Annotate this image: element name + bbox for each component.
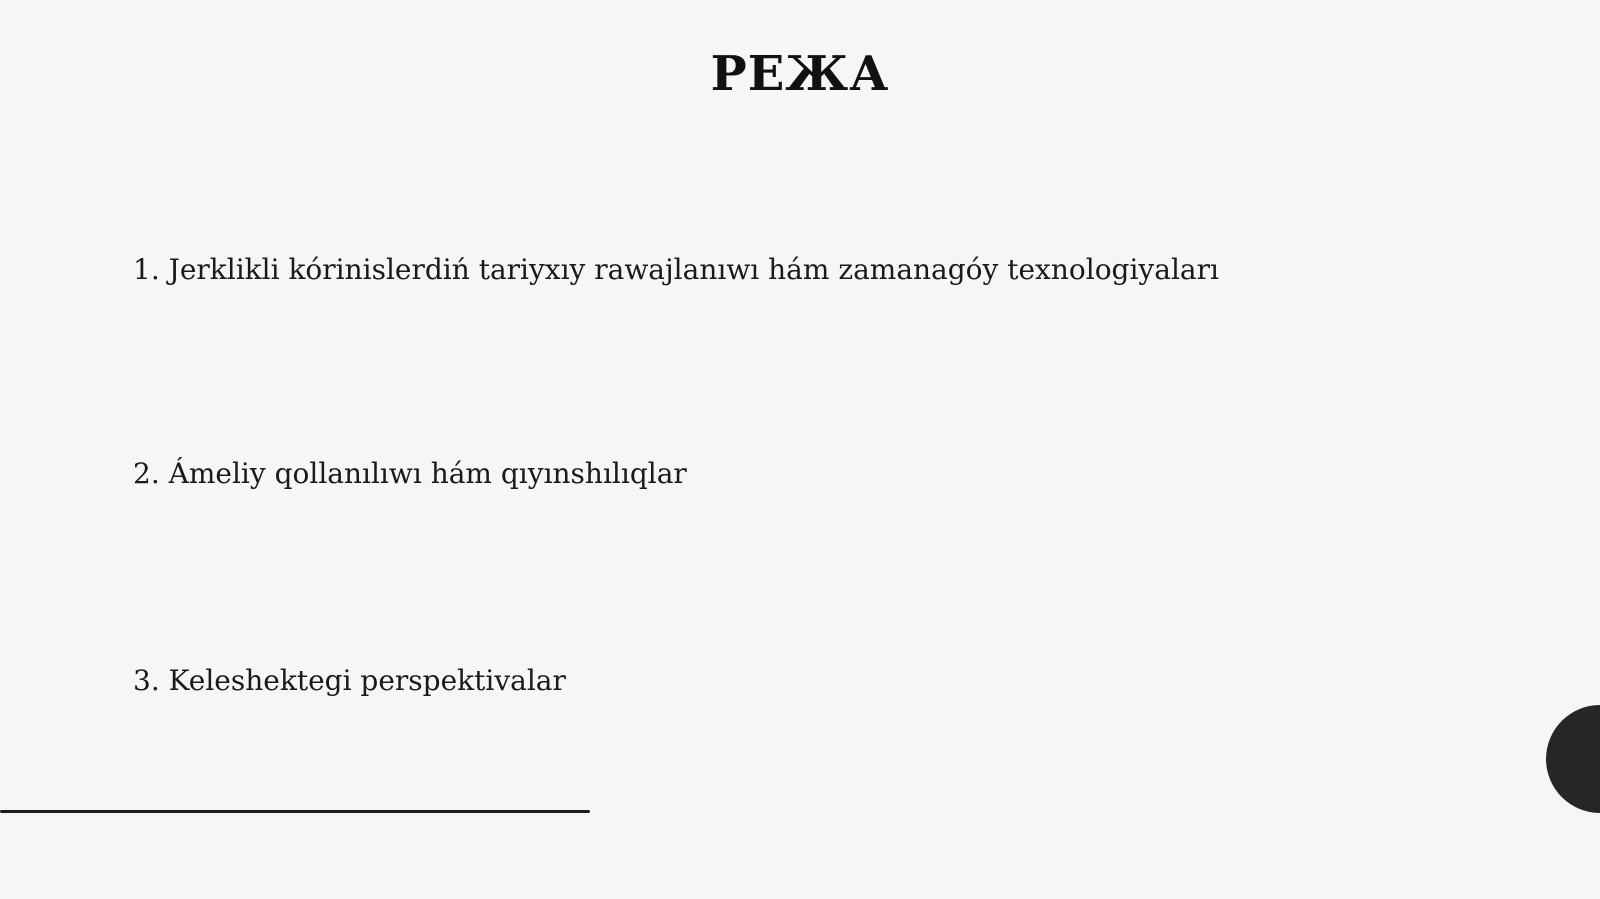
- plan-item-2: 2. Ámeliy qollanılıwı hám qıyınshılıqlar: [133, 457, 687, 490]
- plan-item-3: 3. Keleshektegi perspektivalar: [133, 664, 566, 697]
- plan-list: [133, 0, 1433, 899]
- plan-item-1: 1. Jerklikli kórinislerdiń tariyxıy rawajlanıwı hám zamanagóy texnologiyaları: [133, 253, 1219, 286]
- decorative-divider-line: [0, 810, 590, 813]
- decorative-half-circle: [1546, 705, 1600, 813]
- slide-title: РЕЖА: [710, 46, 890, 102]
